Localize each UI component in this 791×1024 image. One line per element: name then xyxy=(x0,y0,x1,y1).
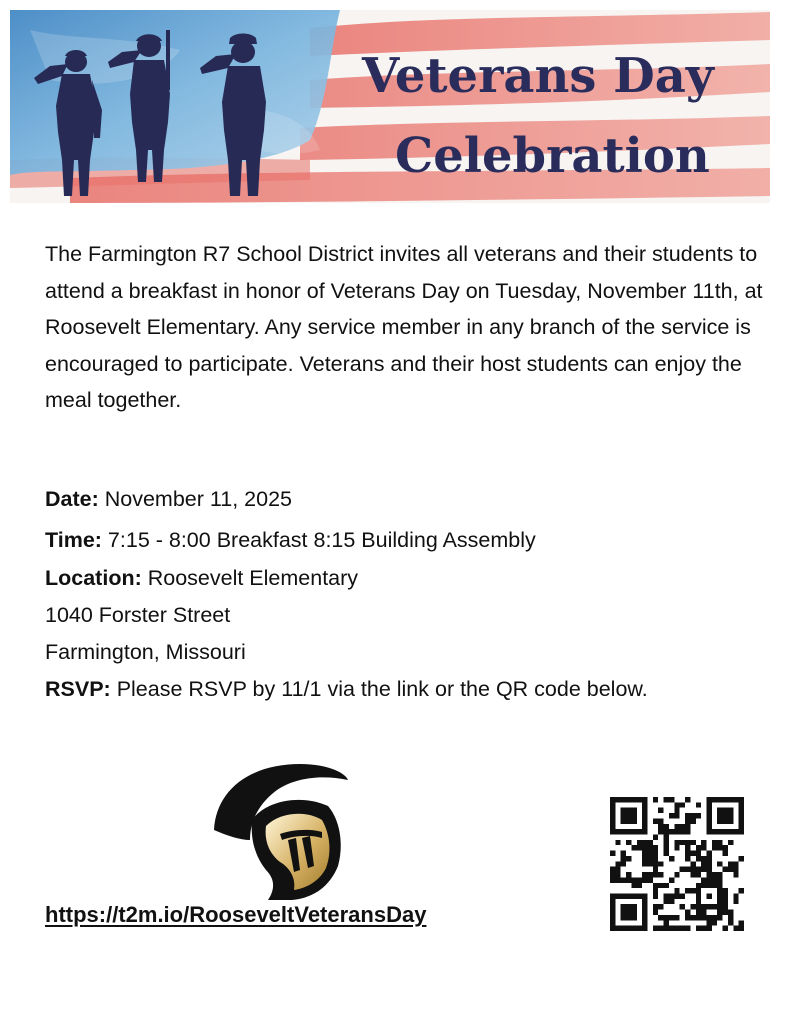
knight-helmet-logo xyxy=(210,760,350,902)
time-value: 7:15 - 8:00 Breakfast 8:15 Building Assembly xyxy=(101,528,536,552)
location-label: Location: xyxy=(45,566,142,590)
rsvp-line xyxy=(45,677,648,702)
location-line xyxy=(45,566,358,591)
address-city: Farmington, Missouri xyxy=(45,640,246,664)
veterans-day-banner xyxy=(10,10,770,203)
rsvp-link[interactable]: https://t2m.io/RooseveltVeteransDay xyxy=(45,902,427,927)
rsvp-value: Please RSVP by 11/1 via the link or the QR code below. xyxy=(110,677,648,701)
location-value: Roosevelt Elementary xyxy=(141,566,359,590)
rsvp-label: RSVP: xyxy=(45,677,111,701)
rsvp-qr-code[interactable] xyxy=(610,797,744,931)
time-line xyxy=(45,528,536,553)
date-value: November 11, 2025 xyxy=(98,487,292,511)
invitation-paragraph: The Farmington R7 School District invites all veterans and their students to attend a breakfast in honor of Veterans Day on Tuesday, November 11th, at Roosevelt Elementary. Any service member in any branch of the service is encouraged to participate. Veterans and their host students can enjoy the meal together. xyxy=(45,242,763,412)
banner-title-line-2: Celebration xyxy=(395,128,710,184)
date-line xyxy=(45,487,292,512)
address-street: 1040 Forster Street xyxy=(45,603,231,627)
date-label: Date: xyxy=(45,487,99,511)
time-label: Time: xyxy=(45,528,102,552)
banner-title-line-1: Veterans Day xyxy=(362,48,714,104)
